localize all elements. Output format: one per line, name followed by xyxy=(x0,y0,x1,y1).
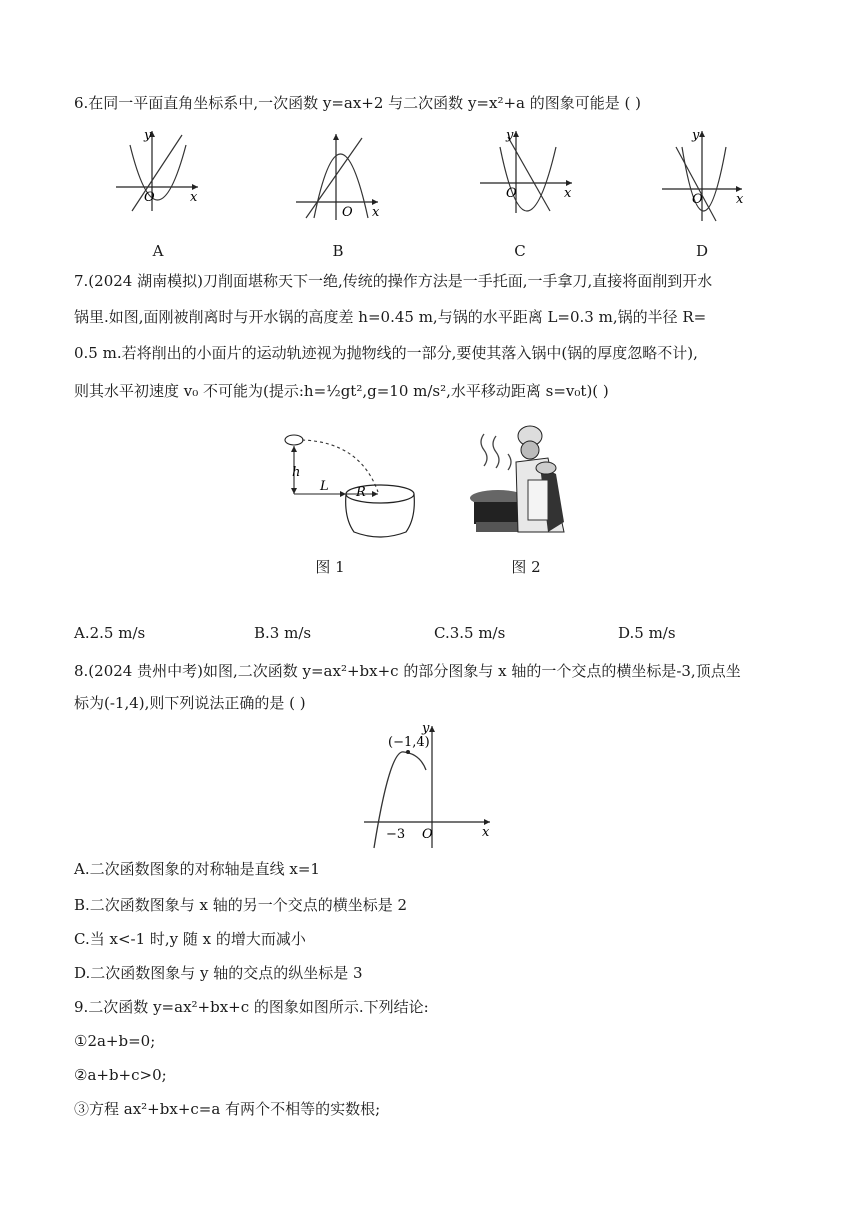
q6-label-a: A xyxy=(152,242,164,260)
q8-stem-2: 标为(-1,4),则下列说法正确的是 ( ) xyxy=(74,694,306,712)
q6-axis-x-b: x xyxy=(372,205,380,220)
q7-fig2-caption: 图 2 xyxy=(511,558,541,576)
q8-x-intercept-label: −3 xyxy=(386,827,406,842)
q8-axis-x: x xyxy=(482,825,490,840)
q7-stem-3: 0.5 m.若将削出的小面片的运动轨迹视为抛物线的一部分,要使其落入锅中(锅的厚度忽略不计), xyxy=(74,344,698,362)
q6-graph-d xyxy=(658,125,748,225)
q8-graph xyxy=(358,718,498,854)
q7-figure-1 xyxy=(280,430,420,545)
q9-item-3: ③方程 ax²+bx+c=a 有两个不相等的实数根; xyxy=(74,1100,381,1118)
q8-origin: O xyxy=(422,827,433,842)
q6-origin-b: O xyxy=(342,205,353,220)
q8-option-a: A.二次函数图象的对称轴是直线 x=1 xyxy=(74,860,320,878)
q7-figure-2-illustration xyxy=(468,422,572,538)
q6-origin-c: O xyxy=(506,186,517,201)
q6-axis-y-a: y xyxy=(144,128,152,143)
q6-label-c: C xyxy=(514,242,526,260)
q9-item-1: ①2a+b=0; xyxy=(74,1032,156,1050)
q6-origin-a: O xyxy=(144,190,155,205)
q7-fig1-h: h xyxy=(292,465,301,480)
q6-axis-x-d: x xyxy=(736,192,744,207)
q7-stem-1: 7.(2024 湖南模拟)刀削面堪称天下一绝,传统的操作方法是一手托面,一手拿刀,直接将面削到开水 xyxy=(74,272,713,290)
q8-stem-1: 8.(2024 贵州中考)如图,二次函数 y=ax²+bx+c 的部分图象与 x 轴的一个交点的横坐标是-3,顶点坐 xyxy=(74,662,741,680)
q7-option-d: D.5 m/s xyxy=(618,624,676,642)
q7-fig1-l: L xyxy=(320,479,329,494)
q7-fig1-r: R xyxy=(356,485,366,500)
q8-option-d: D.二次函数图象与 y 轴的交点的纵坐标是 3 xyxy=(74,964,363,982)
q7-option-b: B.3 m/s xyxy=(254,624,312,642)
q6-label-d: D xyxy=(695,242,709,260)
q8-vertex-label: (−1,4) xyxy=(388,735,430,750)
q9-item-2: ②a+b+c>0; xyxy=(74,1066,167,1084)
q6-axis-y-c: y xyxy=(506,128,514,143)
q6-axis-y-d: y xyxy=(692,128,700,143)
q7-option-a: A.2.5 m/s xyxy=(74,624,146,642)
q6-axis-x-a: x xyxy=(190,190,198,205)
q6-label-b: B xyxy=(332,242,344,260)
q6-graph-c xyxy=(476,125,578,217)
q7-option-c: C.3.5 m/s xyxy=(434,624,506,642)
q7-stem-4: 则其水平初速度 v₀ 不可能为(提示:h=½gt²,g=10 m/s²,水平移动距离 s=v₀t)( ) xyxy=(74,382,609,400)
q6-axis-x-c: x xyxy=(564,186,572,201)
q8-option-b: B.二次函数图象与 x 轴的另一个交点的横坐标是 2 xyxy=(74,896,408,914)
q9-stem: 9.二次函数 y=ax²+bx+c 的图象如图所示.下列结论: xyxy=(74,998,429,1016)
q8-axis-y: y xyxy=(422,721,430,736)
q8-option-c: C.当 x<-1 时,y 随 x 的增大而减小 xyxy=(74,930,306,948)
q7-stem-2: 锅里.如图,面刚被削离时与开水锅的高度差 h=0.45 m,与锅的水平距离 L=0.3 m,锅的半径 R= xyxy=(74,308,707,326)
q6-graph-b xyxy=(292,130,384,222)
q6-stem: 6.在同一平面直角坐标系中,一次函数 y=ax+2 与二次函数 y=x²+a 的图象可能是 ( ) xyxy=(74,94,641,112)
q6-origin-d: O xyxy=(692,192,703,207)
q6-graph-a xyxy=(112,125,204,215)
q7-fig1-caption: 图 1 xyxy=(315,558,345,576)
